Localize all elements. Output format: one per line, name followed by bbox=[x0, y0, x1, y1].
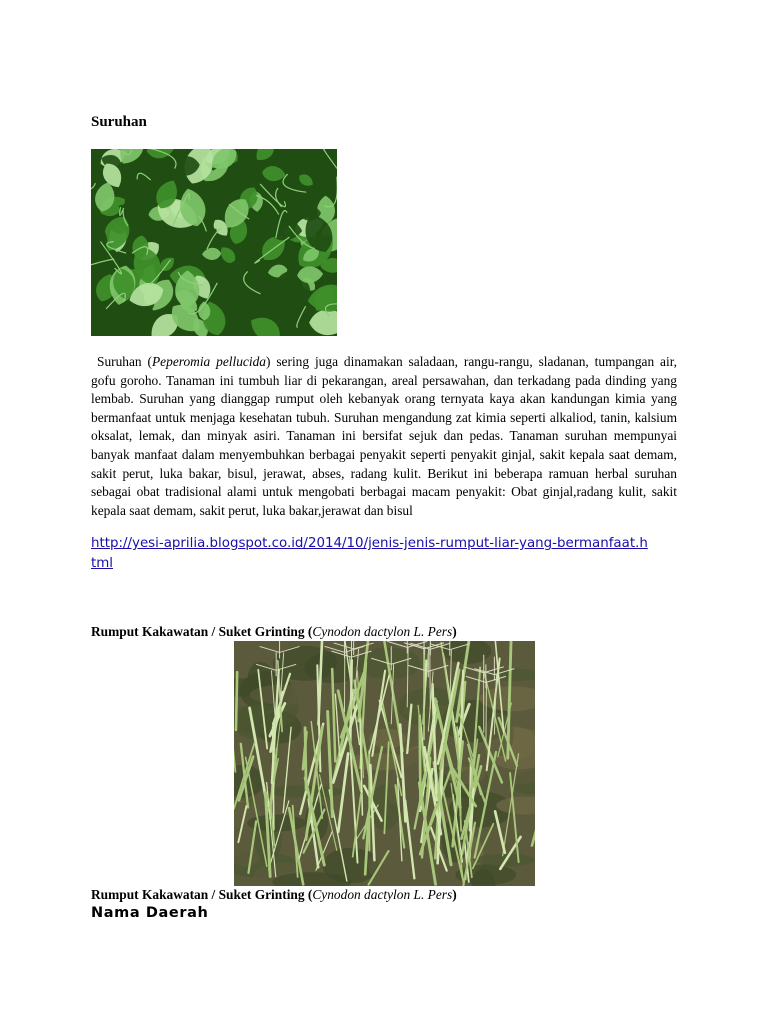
paragraph-prefix: Suruhan ( bbox=[97, 354, 152, 369]
paragraph-scientific-name: Peperomia pellucida bbox=[152, 354, 266, 369]
grass-caption-top bbox=[91, 623, 457, 641]
paragraph-body: ) sering juga dinamakan saladaan, rangu-rangu, sladanan, tumpangan air, gofu goroho. Tanaman ini tumbuh liar di pekarangan, areal persawahan, dan terkadang pada dinding yang lembab. Suruhan yang dianggap rumput oleh kebanyak orang ternyata kaya akan kandungan kimia yang bermanfaat untuk menjaga kesehatan tubuh. Suruhan mengandung zat kimia seperti alkaliod, tanin, kalsium oksalat, lemak, dan minyak asiri. Tanaman ini bersifat sejuk dan pedas. Tanaman suruhan mempunyai banyak manfaat dalam menyembuhkan berbagai penyakit seperti penyakit ginjal, sakit kepala saat demam, sakit perut, luka bakar, bisul, jerawat, abses, radang kulit. Berikut ini beberapa ramuan herbal suruhan sebagai obat tradisional alami untuk mengobati berbagai macam penyakit: Obat ginjal,radang kulit, sakit kepala saat demam, sakit perut, luka bakar,jerawat dan bisul bbox=[91, 354, 677, 518]
caption-close-paren: ) bbox=[452, 624, 457, 639]
suruhan-plant-image bbox=[91, 149, 337, 336]
grass-caption-bottom bbox=[91, 886, 457, 904]
cynodon-grass-image bbox=[234, 641, 535, 886]
source-link[interactable]: http://yesi-aprilia.blogspot.co.id/2014/10/jenis-jenis-rumput-liar-yang-bermanfaat.html bbox=[91, 536, 648, 571]
caption-scientific-name: Cynodon dactylon L. Pers bbox=[312, 624, 453, 639]
caption-2-close-paren: ) bbox=[452, 887, 457, 902]
region-name-heading: Nama Daerah bbox=[91, 905, 209, 921]
description-paragraph bbox=[91, 353, 677, 520]
caption-2-common-name: Rumput Kakawatan / Suket Grinting ( bbox=[91, 887, 313, 902]
caption-common-name: Rumput Kakawatan / Suket Grinting ( bbox=[91, 624, 313, 639]
caption-2-scientific-name: Cynodon dactylon L. Pers bbox=[312, 887, 453, 902]
section-title: Suruhan bbox=[91, 114, 147, 130]
